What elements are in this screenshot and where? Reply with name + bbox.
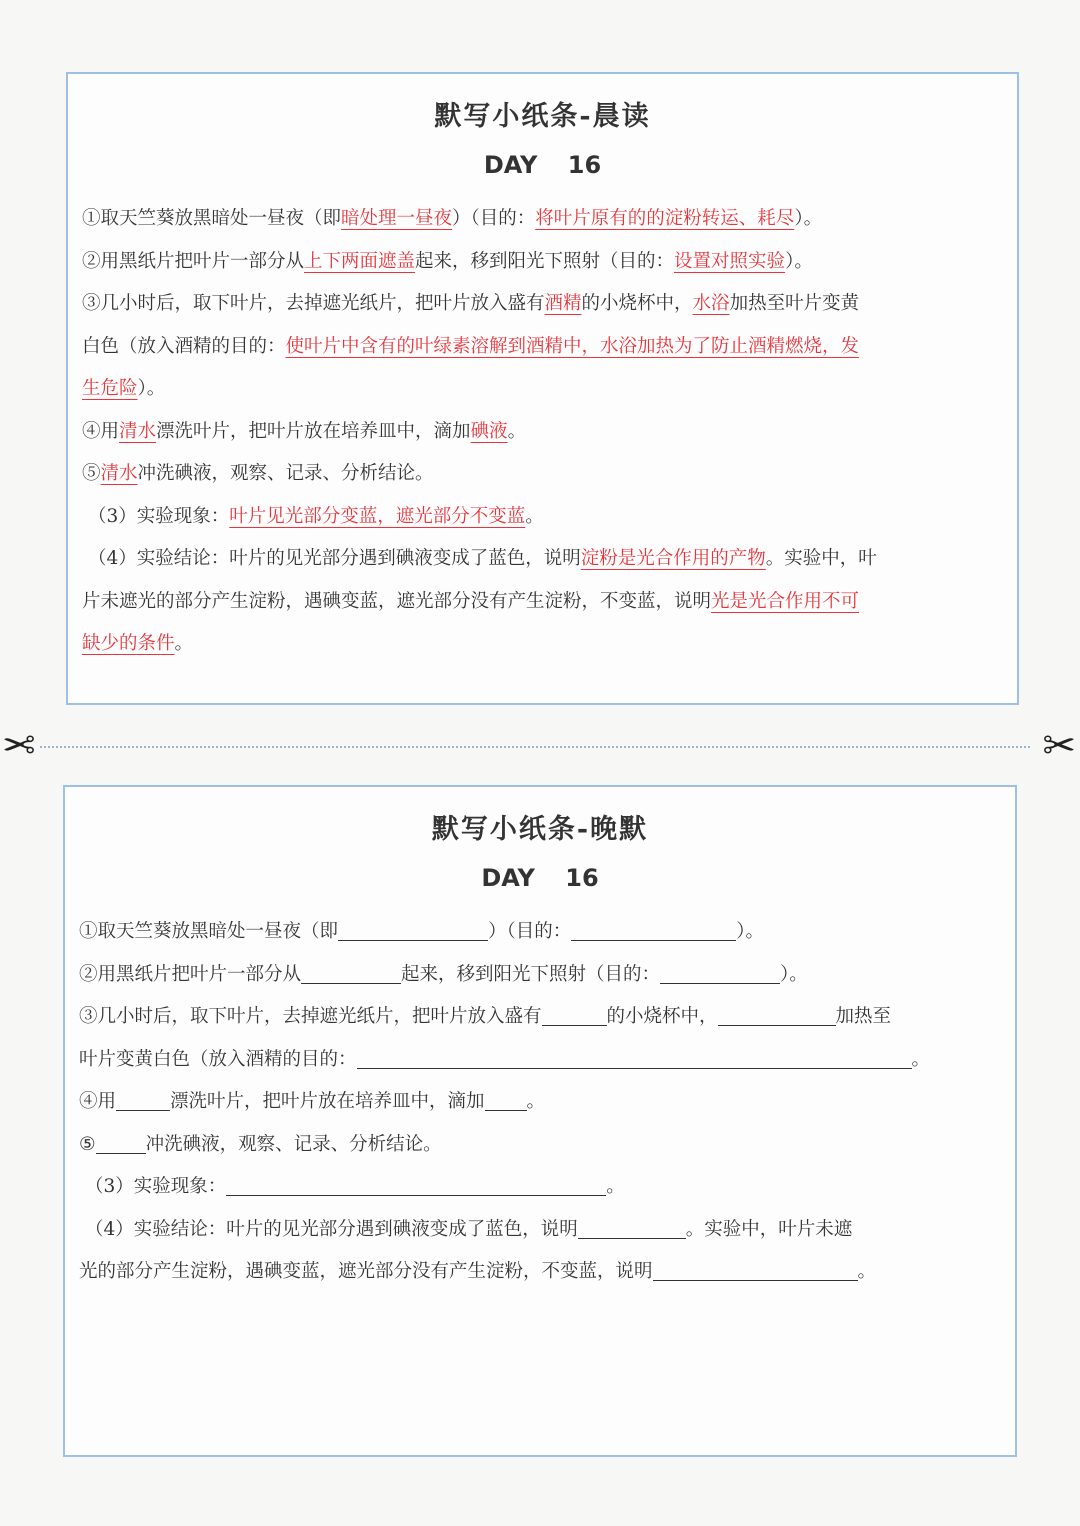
text: ）。 bbox=[785, 250, 813, 272]
scissors-icon: ✂ bbox=[2, 723, 36, 769]
text: 。 bbox=[857, 1261, 877, 1282]
answer-blank[interactable] bbox=[116, 1088, 170, 1111]
evening-line-8 bbox=[79, 1209, 1001, 1252]
morning-line-5 bbox=[82, 368, 1003, 411]
text: 漂洗叶片，把叶片放在培养皿中，滴加 bbox=[170, 1091, 485, 1112]
text: ⑤ bbox=[82, 463, 101, 484]
text: 光的部分产生淀粉，遇碘变蓝，遮光部分没有产生淀粉，不变蓝，说明 bbox=[79, 1261, 653, 1282]
text: 起来，移到阳光下照射（目的： bbox=[401, 963, 661, 985]
answer: 使叶片中含有的叶绿素溶解到酒精中，水浴加热为了防止酒精燃烧，发 bbox=[285, 335, 860, 357]
text: ②用黑纸片把叶片一部分从 bbox=[82, 250, 305, 272]
morning-content bbox=[82, 198, 1003, 666]
answer: 将叶片原有的的淀粉转运、耗尽 bbox=[535, 208, 795, 229]
text: ④用 bbox=[79, 1091, 117, 1112]
answer: 光是光合作用不可 bbox=[711, 590, 860, 612]
scissors-icon: ✂ bbox=[1042, 723, 1076, 769]
text: 漂洗叶片，把叶片放在培养皿中，滴加 bbox=[156, 420, 471, 442]
text: 。 bbox=[174, 633, 194, 654]
text: 。 bbox=[507, 420, 527, 442]
evening-card bbox=[63, 785, 1017, 1457]
text: 叶片变黄白色（放入酒精的目的： bbox=[79, 1048, 357, 1070]
morning-line-3 bbox=[82, 283, 1003, 326]
answer-blank[interactable] bbox=[357, 1046, 912, 1069]
evening-line-4 bbox=[79, 1039, 1001, 1082]
evening-line-2 bbox=[79, 954, 1001, 997]
answer-blank[interactable] bbox=[301, 961, 401, 984]
text: ）。 bbox=[137, 378, 166, 399]
answer: 叶片见光部分变蓝，遮光部分不变蓝 bbox=[229, 505, 526, 527]
evening-content bbox=[79, 911, 1001, 1294]
answer-blank[interactable] bbox=[542, 1003, 607, 1026]
morning-line-6 bbox=[82, 411, 1003, 454]
morning-card bbox=[66, 72, 1019, 705]
text: （4）实验结论：叶片的见光部分遇到碘液变成了蓝色，说明 bbox=[88, 548, 581, 569]
answer: 碘液 bbox=[470, 420, 508, 442]
text: 冲洗碘液，观察、记录、分析结论。 bbox=[137, 463, 434, 484]
evening-line-3 bbox=[79, 996, 1001, 1039]
text: ①取天竺葵放黑暗处一昼夜（即 bbox=[82, 208, 342, 229]
morning-day: DAY 16 bbox=[483, 151, 602, 179]
morning-line-2 bbox=[82, 241, 1003, 284]
morning-line-1 bbox=[82, 198, 1003, 241]
text: 。 bbox=[606, 1176, 625, 1197]
answer-blank[interactable] bbox=[338, 918, 488, 941]
text: ①取天竺葵放黑暗处一昼夜（即 bbox=[79, 921, 339, 942]
text: 加热至 bbox=[835, 1006, 892, 1027]
answer: 清水 bbox=[119, 420, 157, 442]
answer-blank[interactable] bbox=[96, 1131, 146, 1154]
evening-line-9 bbox=[79, 1251, 1001, 1294]
answer-blank[interactable] bbox=[653, 1258, 858, 1281]
answer-blank[interactable] bbox=[485, 1088, 527, 1111]
text: 。 bbox=[911, 1048, 931, 1070]
evening-line-6 bbox=[79, 1124, 1001, 1167]
answer: 水浴 bbox=[692, 293, 730, 314]
morning-line-8 bbox=[82, 496, 1003, 539]
answer-blank[interactable] bbox=[578, 1216, 686, 1239]
answer-blank[interactable] bbox=[226, 1173, 606, 1196]
text: ②用黑纸片把叶片一部分从 bbox=[79, 963, 302, 985]
answer: 设置对照实验 bbox=[674, 250, 786, 272]
evening-line-5 bbox=[79, 1081, 1001, 1124]
morning-line-10 bbox=[82, 581, 1003, 624]
text: ）（目的： bbox=[452, 208, 536, 229]
answer: 酒精 bbox=[544, 293, 582, 314]
text: ）。 bbox=[794, 208, 823, 229]
answer: 生危险 bbox=[82, 378, 138, 399]
morning-title: 默写小纸条-晨读 bbox=[434, 101, 651, 132]
cut-line bbox=[40, 746, 1030, 748]
morning-line-9 bbox=[82, 538, 1003, 581]
text: ⑤ bbox=[79, 1133, 96, 1155]
text: ）（目的： bbox=[488, 921, 572, 942]
text: 起来，移到阳光下照射（目的： bbox=[415, 250, 675, 272]
text: ）。 bbox=[736, 921, 765, 942]
text: ③几小时后，取下叶片，去掉遮光纸片，把叶片放入盛有 bbox=[79, 1006, 542, 1027]
answer: 上下两面遮盖 bbox=[304, 250, 416, 272]
morning-line-4 bbox=[82, 326, 1003, 369]
morning-line-11 bbox=[82, 623, 1003, 666]
answer: 清水 bbox=[100, 463, 138, 484]
answer-blank[interactable] bbox=[660, 961, 780, 984]
text: 加热至叶片变黄 bbox=[729, 293, 860, 314]
text: 。实验中，叶 bbox=[765, 548, 877, 569]
text: （3）实验现象： bbox=[85, 1176, 227, 1197]
morning-line-7 bbox=[82, 453, 1003, 496]
evening-line-1 bbox=[79, 911, 1001, 954]
text: 。实验中，叶片未遮 bbox=[685, 1218, 853, 1240]
evening-day: DAY 16 bbox=[481, 864, 599, 892]
answer-blank[interactable] bbox=[718, 1003, 836, 1026]
evening-title: 默写小纸条-晚默 bbox=[431, 814, 649, 845]
text: ）。 bbox=[780, 963, 808, 985]
text: 白色（放入酒精的目的： bbox=[82, 335, 286, 357]
text: （3）实验现象： bbox=[88, 505, 230, 527]
text: 的小烧杯中， bbox=[606, 1006, 718, 1027]
text: 。 bbox=[525, 505, 544, 527]
text: 的小烧杯中， bbox=[581, 293, 693, 314]
answer: 暗处理一昼夜 bbox=[341, 208, 453, 229]
answer: 缺少的条件 bbox=[82, 633, 175, 654]
text: 。 bbox=[526, 1091, 546, 1112]
text: ③几小时后，取下叶片，去掉遮光纸片，把叶片放入盛有 bbox=[82, 293, 545, 314]
text: （4）实验结论：叶片的见光部分遇到碘液变成了蓝色，说明 bbox=[85, 1218, 578, 1240]
text: ④用 bbox=[82, 420, 120, 442]
answer-blank[interactable] bbox=[571, 918, 736, 941]
answer: 淀粉是光合作用的产物 bbox=[580, 548, 766, 569]
text: 冲洗碘液，观察、记录、分析结论。 bbox=[145, 1133, 442, 1155]
evening-line-7 bbox=[79, 1166, 1001, 1209]
text: 片未遮光的部分产生淀粉，遇碘变蓝，遮光部分没有产生淀粉，不变蓝，说明 bbox=[82, 590, 712, 612]
